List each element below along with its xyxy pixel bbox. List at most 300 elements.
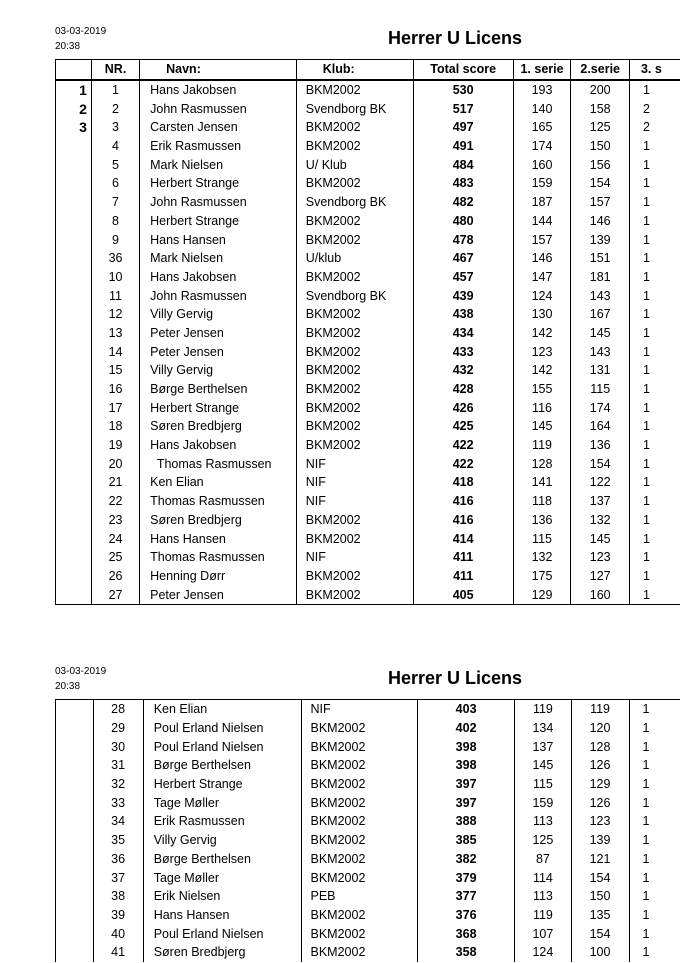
- serie-1-score: 124: [513, 286, 571, 305]
- start-number: 2: [91, 99, 139, 118]
- club-name: BKM2002: [296, 324, 413, 343]
- serie-3-score: 1: [629, 943, 680, 962]
- start-number: 36: [91, 249, 139, 268]
- player-name: Hans Hansen: [140, 230, 297, 249]
- club-name: BKM2002: [301, 906, 417, 925]
- table-row: [56, 137, 680, 156]
- serie-1-score: 123: [513, 342, 571, 361]
- start-number: 5: [91, 155, 139, 174]
- player-name: Tage Møller: [143, 868, 301, 887]
- total-score: 438: [413, 305, 513, 324]
- table-row: [56, 230, 680, 249]
- start-number: 31: [93, 756, 143, 775]
- club-name: BKM2002: [296, 585, 413, 604]
- start-number: 11: [91, 286, 139, 305]
- place-number: [56, 793, 94, 812]
- player-name: Ken Elian: [143, 700, 301, 719]
- club-name: NIF: [296, 454, 413, 473]
- serie-1-score: 157: [513, 230, 571, 249]
- results-table-2: [55, 699, 680, 962]
- serie-1-score: 115: [513, 529, 571, 548]
- serie-1-score: 155: [513, 380, 571, 399]
- serie-1-score: 118: [513, 492, 571, 511]
- serie-1-score: 125: [515, 831, 571, 850]
- serie-1-score: 144: [513, 212, 571, 231]
- club-name: BKM2002: [296, 417, 413, 436]
- player-name: Poul Erland Nielsen: [143, 737, 301, 756]
- player-name: Peter Jensen: [140, 342, 297, 361]
- serie-3-score: 1: [629, 831, 680, 850]
- player-name: Herbert Strange: [140, 398, 297, 417]
- page-title-2: Herrer U Licens: [388, 668, 523, 688]
- serie-3-score: 1: [629, 567, 680, 586]
- player-name: John Rasmussen: [140, 193, 297, 212]
- place-number: [56, 137, 92, 156]
- place-number: [56, 737, 94, 756]
- table-row: [56, 511, 680, 530]
- serie-1-score: 141: [513, 473, 571, 492]
- player-name: Mark Nielsen: [140, 155, 297, 174]
- total-score: 439: [413, 286, 513, 305]
- start-number: 36: [93, 850, 143, 869]
- serie-2-score: 120: [571, 719, 629, 738]
- serie-2-score: 154: [571, 454, 630, 473]
- table-row: [56, 155, 680, 174]
- serie-1-score: 129: [513, 585, 571, 604]
- header-club: Klub:: [296, 60, 413, 80]
- serie-2-score: 122: [571, 473, 630, 492]
- serie-2-score: 200: [571, 80, 630, 100]
- serie-3-score: 1: [629, 230, 680, 249]
- serie-3-score: 1: [629, 342, 680, 361]
- table-row: [56, 249, 680, 268]
- serie-1-score: 132: [513, 548, 571, 567]
- total-score: 422: [413, 454, 513, 473]
- table-row: [56, 887, 680, 906]
- player-name: Poul Erland Nielsen: [143, 719, 301, 738]
- serie-1-score: 113: [515, 812, 571, 831]
- place-number: [56, 417, 92, 436]
- total-score: 414: [413, 529, 513, 548]
- table-row: [56, 99, 680, 118]
- serie-3-score: 1: [629, 511, 680, 530]
- table-row: [56, 700, 680, 719]
- table-row: [56, 193, 680, 212]
- serie-1-score: 193: [513, 80, 571, 100]
- serie-3-score: 1: [629, 155, 680, 174]
- start-number: 34: [93, 812, 143, 831]
- club-name: Svendborg BK: [296, 193, 413, 212]
- start-number: 40: [93, 924, 143, 943]
- serie-2-score: 125: [571, 118, 630, 137]
- serie-3-score: 1: [629, 719, 680, 738]
- serie-1-score: 119: [513, 436, 571, 455]
- serie-1-score: 145: [515, 756, 571, 775]
- serie-3-score: 1: [629, 756, 680, 775]
- club-name: BKM2002: [301, 831, 417, 850]
- table-row: [56, 118, 680, 137]
- table-row: [56, 850, 680, 869]
- header-place: [56, 60, 92, 80]
- serie-1-score: 142: [513, 361, 571, 380]
- serie-2-score: 127: [571, 567, 630, 586]
- header-nr: NR.: [91, 60, 139, 80]
- player-name: Søren Bredbjerg: [143, 943, 301, 962]
- table-row: [56, 567, 680, 586]
- place-number: [56, 924, 94, 943]
- serie-2-score: 154: [571, 924, 629, 943]
- start-number: 6: [91, 174, 139, 193]
- start-number: 13: [91, 324, 139, 343]
- place-number: [56, 174, 92, 193]
- serie-2-score: 139: [571, 831, 629, 850]
- player-name: Villy Gervig: [143, 831, 301, 850]
- page-title: Herrer U Licens: [388, 28, 523, 48]
- serie-3-score: 2: [629, 99, 680, 118]
- table-row: [56, 80, 680, 100]
- table-row: [56, 943, 680, 962]
- total-score: 422: [413, 436, 513, 455]
- club-name: BKM2002: [301, 850, 417, 869]
- print-date: 03-03-2019: [55, 666, 107, 677]
- club-name: U/ Klub: [296, 155, 413, 174]
- start-number: 18: [91, 417, 139, 436]
- serie-2-score: 181: [571, 268, 630, 287]
- player-name: Erik Nielsen: [143, 887, 301, 906]
- player-name: Hans Hansen: [140, 529, 297, 548]
- place-number: [56, 850, 94, 869]
- club-name: NIF: [296, 492, 413, 511]
- serie-3-score: 1: [629, 324, 680, 343]
- table-row: [56, 868, 680, 887]
- table-row: [56, 342, 680, 361]
- total-score: 397: [417, 793, 514, 812]
- serie-2-score: 126: [571, 756, 629, 775]
- player-name: Thomas Rasmussen: [140, 492, 297, 511]
- table-row: [56, 286, 680, 305]
- club-name: BKM2002: [301, 812, 417, 831]
- print-time: 20:38: [55, 41, 81, 52]
- serie-2-score: 136: [571, 436, 630, 455]
- place-number: [56, 719, 94, 738]
- club-name: Svendborg BK: [296, 99, 413, 118]
- total-score: 416: [413, 511, 513, 530]
- serie-2-score: 167: [571, 305, 630, 324]
- start-number: 7: [91, 193, 139, 212]
- serie-2-score: 150: [571, 137, 630, 156]
- serie-2-score: 154: [571, 868, 629, 887]
- table-row: [56, 793, 680, 812]
- club-name: PEB: [301, 887, 417, 906]
- serie-1-score: 136: [513, 511, 571, 530]
- serie-3-score: 1: [629, 137, 680, 156]
- start-number: 14: [91, 342, 139, 361]
- serie-2-score: 123: [571, 548, 630, 567]
- place-number: [56, 286, 92, 305]
- place-number: [56, 155, 92, 174]
- club-name: BKM2002: [296, 268, 413, 287]
- table-row: [56, 361, 680, 380]
- serie-1-score: 115: [515, 775, 571, 794]
- header-serie-1: 1. serie: [513, 60, 571, 80]
- serie-2-score: 121: [571, 850, 629, 869]
- place-number: 3: [79, 119, 87, 136]
- serie-3-score: 1: [629, 249, 680, 268]
- place-number: [56, 548, 92, 567]
- table-row: [56, 529, 680, 548]
- place-number: [56, 473, 92, 492]
- club-name: BKM2002: [296, 567, 413, 586]
- serie-2-score: 174: [571, 398, 630, 417]
- place-number: [56, 812, 94, 831]
- place-number: [56, 831, 94, 850]
- table-row: [56, 831, 680, 850]
- serie-3-score: 1: [629, 793, 680, 812]
- total-score: 482: [413, 193, 513, 212]
- start-number: 38: [93, 887, 143, 906]
- start-number: 24: [91, 529, 139, 548]
- start-number: 37: [93, 868, 143, 887]
- place-number: [56, 342, 92, 361]
- serie-2-score: 129: [571, 775, 629, 794]
- serie-2-score: 146: [571, 212, 630, 231]
- player-name: Carsten Jensen: [140, 118, 297, 137]
- total-score: 428: [413, 380, 513, 399]
- player-name: Børge Berthelsen: [143, 756, 301, 775]
- place-number: [56, 380, 92, 399]
- player-name: Tage Møller: [143, 793, 301, 812]
- total-score: 379: [417, 868, 514, 887]
- club-name: BKM2002: [296, 361, 413, 380]
- player-name: Hans Hansen: [143, 906, 301, 925]
- table-row: [56, 324, 680, 343]
- start-number: 28: [93, 700, 143, 719]
- place-number: [56, 436, 92, 455]
- serie-2-score: 132: [571, 511, 630, 530]
- club-name: BKM2002: [301, 943, 417, 962]
- serie-2-score: 128: [571, 737, 629, 756]
- serie-2-score: 119: [571, 700, 629, 719]
- total-score: 432: [413, 361, 513, 380]
- serie-1-score: 119: [515, 906, 571, 925]
- serie-3-score: 1: [629, 737, 680, 756]
- serie-1-score: 124: [515, 943, 571, 962]
- total-score: 403: [417, 700, 514, 719]
- serie-1-score: 159: [513, 174, 571, 193]
- club-name: BKM2002: [296, 380, 413, 399]
- total-score: 397: [417, 775, 514, 794]
- serie-2-score: 156: [571, 155, 630, 174]
- player-name: John Rasmussen: [140, 99, 297, 118]
- player-name: Villy Gervig: [140, 361, 297, 380]
- place-number: [56, 193, 92, 212]
- serie-3-score: 1: [629, 193, 680, 212]
- club-name: BKM2002: [301, 775, 417, 794]
- serie-3-score: 1: [629, 80, 680, 100]
- total-score: 425: [413, 417, 513, 436]
- place-number: [56, 511, 92, 530]
- serie-3-score: 1: [629, 906, 680, 925]
- print-time: 20:38: [55, 681, 81, 692]
- serie-3-score: 1: [629, 361, 680, 380]
- table-row: [56, 417, 680, 436]
- club-name: BKM2002: [301, 756, 417, 775]
- serie-3-score: 1: [629, 492, 680, 511]
- serie-1-score: 87: [515, 850, 571, 869]
- serie-1-score: 114: [515, 868, 571, 887]
- serie-1-score: 119: [515, 700, 571, 719]
- player-name: Erik Rasmussen: [140, 137, 297, 156]
- start-number: 19: [91, 436, 139, 455]
- table-row: [56, 380, 680, 399]
- serie-1-score: 165: [513, 118, 571, 137]
- table-row: [56, 812, 680, 831]
- table-row: [56, 473, 680, 492]
- header-name: Navn:: [140, 60, 297, 80]
- start-number: 21: [91, 473, 139, 492]
- place-number: [56, 361, 92, 380]
- start-number: 12: [91, 305, 139, 324]
- start-number: 17: [91, 398, 139, 417]
- club-name: Svendborg BK: [296, 286, 413, 305]
- start-number: 30: [93, 737, 143, 756]
- total-score: 478: [413, 230, 513, 249]
- serie-1-score: 145: [513, 417, 571, 436]
- place-number: [56, 212, 92, 231]
- place-number: [56, 249, 92, 268]
- table-row: [56, 212, 680, 231]
- total-score: 376: [417, 906, 514, 925]
- serie-3-score: 1: [629, 174, 680, 193]
- start-number: 9: [91, 230, 139, 249]
- club-name: BKM2002: [296, 436, 413, 455]
- total-score: 517: [413, 99, 513, 118]
- start-number: 8: [91, 212, 139, 231]
- serie-3-score: 1: [629, 548, 680, 567]
- total-score: 368: [417, 924, 514, 943]
- table-row: [56, 737, 680, 756]
- header-row: [56, 60, 680, 80]
- serie-2-score: 157: [571, 193, 630, 212]
- club-name: BKM2002: [296, 230, 413, 249]
- club-name: BKM2002: [296, 305, 413, 324]
- print-date-time: [55, 24, 106, 54]
- serie-2-score: 135: [571, 906, 629, 925]
- start-number: 32: [93, 775, 143, 794]
- serie-1-score: 137: [515, 737, 571, 756]
- total-score: 411: [413, 548, 513, 567]
- total-score: 480: [413, 212, 513, 231]
- table-row: [56, 548, 680, 567]
- serie-1-score: 146: [513, 249, 571, 268]
- start-number: 20: [91, 454, 139, 473]
- serie-3-score: 1: [629, 700, 680, 719]
- serie-2-score: 158: [571, 99, 630, 118]
- total-score: 433: [413, 342, 513, 361]
- start-number: 27: [91, 585, 139, 604]
- serie-2-score: 145: [571, 529, 630, 548]
- start-number: 33: [93, 793, 143, 812]
- serie-3-score: 1: [629, 268, 680, 287]
- table-row: [56, 268, 680, 287]
- table-row: [56, 775, 680, 794]
- header-serie-2: 2.serie: [571, 60, 630, 80]
- club-name: BKM2002: [296, 80, 413, 100]
- serie-3-score: 1: [629, 887, 680, 906]
- place-number: [56, 775, 94, 794]
- print-date-time-2: [55, 664, 106, 694]
- table-row: [56, 436, 680, 455]
- place-number: [56, 398, 92, 417]
- player-name: Hans Jakobsen: [140, 268, 297, 287]
- start-number: 1: [91, 80, 139, 100]
- serie-1-score: 107: [515, 924, 571, 943]
- player-name: Søren Bredbjerg: [140, 417, 297, 436]
- club-name: NIF: [296, 548, 413, 567]
- table-row: [56, 492, 680, 511]
- total-score: 398: [417, 756, 514, 775]
- table-row: [56, 398, 680, 417]
- serie-3-score: 1: [629, 398, 680, 417]
- place-number: [56, 529, 92, 548]
- serie-2-score: 164: [571, 417, 630, 436]
- player-name: Erik Rasmussen: [143, 812, 301, 831]
- player-name: Børge Berthelsen: [140, 380, 297, 399]
- start-number: 25: [91, 548, 139, 567]
- serie-1-score: 175: [513, 567, 571, 586]
- serie-2-score: 139: [571, 230, 630, 249]
- total-score: 426: [413, 398, 513, 417]
- serie-3-score: 1: [629, 212, 680, 231]
- total-score: 491: [413, 137, 513, 156]
- player-name: Poul Erland Nielsen: [143, 924, 301, 943]
- total-score: 467: [413, 249, 513, 268]
- serie-3-score: 1: [629, 473, 680, 492]
- serie-3-score: 1: [629, 868, 680, 887]
- club-name: BKM2002: [296, 529, 413, 548]
- total-score: 377: [417, 887, 514, 906]
- player-name: Ken Elian: [140, 473, 297, 492]
- table-row: [56, 305, 680, 324]
- serie-3-score: 1: [629, 850, 680, 869]
- start-number: 16: [91, 380, 139, 399]
- header-total: Total score: [413, 60, 513, 80]
- place-number: 1: [79, 82, 87, 99]
- place-number: [56, 585, 92, 604]
- club-name: BKM2002: [296, 174, 413, 193]
- start-number: 23: [91, 511, 139, 530]
- total-score: 483: [413, 174, 513, 193]
- start-number: 4: [91, 137, 139, 156]
- start-number: 35: [93, 831, 143, 850]
- serie-1-score: 147: [513, 268, 571, 287]
- total-score: 398: [417, 737, 514, 756]
- player-name: Peter Jensen: [140, 585, 297, 604]
- serie-2-score: 160: [571, 585, 630, 604]
- serie-1-score: 140: [513, 99, 571, 118]
- header-serie-3: 3. s: [629, 60, 680, 80]
- club-name: BKM2002: [296, 342, 413, 361]
- serie-1-score: 130: [513, 305, 571, 324]
- total-score: 402: [417, 719, 514, 738]
- serie-2-score: 131: [571, 361, 630, 380]
- table-row: [56, 906, 680, 925]
- total-score: 418: [413, 473, 513, 492]
- serie-1-score: 187: [513, 193, 571, 212]
- start-number: 29: [93, 719, 143, 738]
- results-table: [55, 59, 680, 605]
- player-name: Herbert Strange: [140, 212, 297, 231]
